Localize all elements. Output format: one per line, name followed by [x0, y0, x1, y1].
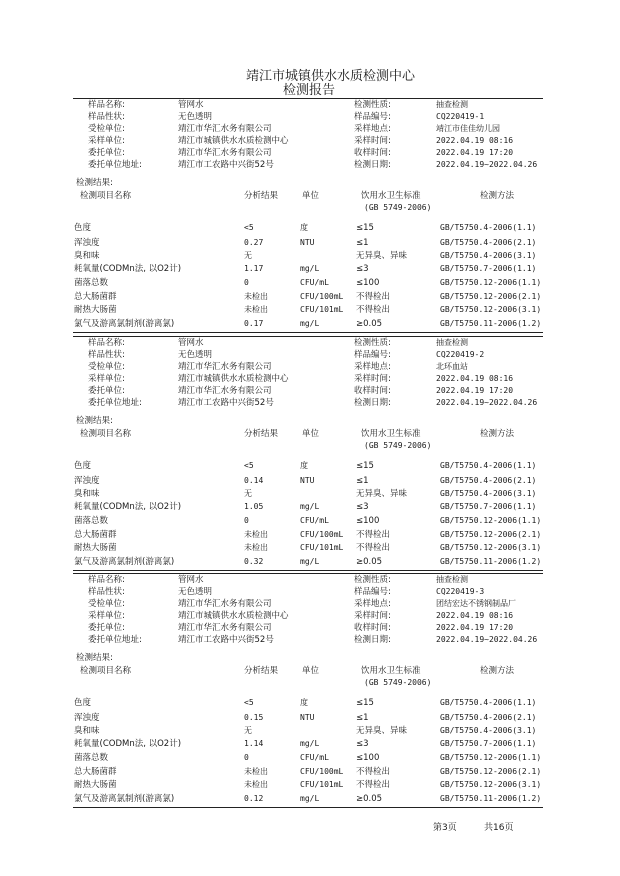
meta-label-sampling-unit: 采样单位:: [88, 136, 125, 146]
section-top-rule: [73, 98, 543, 99]
cell-unit: CFU/100mL: [300, 767, 344, 776]
cell-standard: 不得检出: [356, 780, 391, 790]
cell-item: 耗氧量(CODMn法, 以O2计): [74, 264, 182, 274]
cell-standard: ≤1: [356, 713, 369, 723]
cell-standard: 无异臭、异味: [356, 251, 408, 261]
report-title: 检测报告: [283, 83, 336, 98]
cell-method: GB/T5750.7-2006(1.1): [440, 739, 537, 748]
meta-label-sample-no: 样品编号:: [354, 112, 391, 122]
cell-method: GB/T5750.11-2006(1.2): [440, 557, 542, 566]
cell-item: 色度: [74, 223, 92, 233]
meta-value-test-nature: 抽查检测: [436, 100, 468, 109]
meta-label-sample-no: 样品编号:: [354, 587, 391, 597]
cell-standard: ≥0.05: [356, 319, 383, 329]
cell-result: 0.15: [244, 713, 264, 722]
cell-unit: mg/L: [300, 557, 320, 566]
cell-result: 0: [244, 278, 249, 287]
cell-result: 未检出: [244, 530, 268, 539]
cell-unit: mg/L: [300, 739, 320, 748]
cell-unit: CFU/100mL: [300, 530, 344, 539]
meta-value-receipt-time: 2022.04.19 17:20: [436, 148, 514, 157]
cell-standard: ≤100: [356, 278, 380, 288]
cell-unit: mg/L: [300, 794, 320, 803]
meta-value-entrusted-unit: 靖江市华汇水务有限公司: [178, 599, 272, 609]
meta-value-client: 靖江市华汇水务有限公司: [178, 386, 272, 396]
meta-value-appearance: 无色透明: [178, 350, 213, 360]
meta-label-sampling-unit: 采样单位:: [88, 374, 125, 384]
meta-label-entrusted-unit: 受检单位:: [88, 599, 125, 609]
cell-method: GB/T5750.12-2006(1.1): [440, 278, 542, 287]
meta-label-client-address: 委托单位地址:: [88, 635, 142, 645]
meta-label-sample-no: 样品编号:: [354, 350, 391, 360]
meta-value-sampling-time: 2022.04.19 08:16: [436, 136, 514, 145]
cell-unit: CFU/101mL: [300, 305, 344, 314]
cell-result: 1.05: [244, 502, 264, 511]
meta-value-receipt-time: 2022.04.19 17:20: [436, 623, 514, 632]
meta-value-client: 靖江市华汇水务有限公司: [178, 148, 272, 158]
col-header-unit: 单位: [302, 191, 320, 201]
section-top-rule: [73, 336, 543, 337]
cell-method: GB/T5750.4-2006(3.1): [440, 489, 537, 498]
meta-label-test-date: 检测日期:: [354, 635, 391, 645]
meta-label-receipt-time: 收样时间:: [354, 386, 391, 396]
meta-label-client: 委托单位:: [88, 148, 125, 158]
cell-item: 浑浊度: [74, 713, 100, 723]
meta-label-test-nature: 检测性质:: [354, 575, 391, 585]
cell-item: 色度: [74, 698, 92, 708]
cell-item: 浑浊度: [74, 476, 100, 486]
cell-standard: 无异臭、异味: [356, 489, 408, 499]
cell-result: 未检出: [244, 543, 268, 552]
results-heading: 检测结果:: [76, 653, 113, 663]
meta-value-sampling-site: 团结宏达不锈钢制品厂: [436, 599, 516, 608]
col-header-unit: 单位: [302, 429, 320, 439]
meta-label-test-date: 检测日期:: [354, 160, 391, 170]
cell-standard: 不得检出: [356, 767, 391, 777]
section-top-rule: [73, 573, 543, 574]
cell-standard: ≥0.05: [356, 557, 383, 567]
cell-item: 氯气及游离氯制剂(游离氯): [74, 557, 175, 567]
meta-value-test-date: 2022.04.19~2022.04.26: [436, 398, 538, 407]
meta-label-sampling-time: 采样时间:: [354, 611, 391, 621]
cell-method: GB/T5750.7-2006(1.1): [440, 264, 537, 273]
cell-standard: ≤3: [356, 739, 369, 749]
cell-result: 未检出: [244, 780, 268, 789]
cell-standard: 无异臭、异味: [356, 726, 408, 736]
meta-value-receipt-time: 2022.04.19 17:20: [436, 386, 514, 395]
cell-result: 未检出: [244, 305, 268, 314]
cell-method: GB/T5750.4-2006(1.1): [440, 461, 537, 470]
cell-item: 臭和味: [74, 489, 100, 499]
meta-label-receipt-time: 收样时间:: [354, 623, 391, 633]
cell-unit: CFU/mL: [300, 516, 329, 525]
cell-standard: 不得检出: [356, 305, 391, 315]
section-bottom-rule: [73, 807, 543, 808]
meta-value-entrusted-unit: 靖江市华汇水务有限公司: [178, 362, 272, 372]
cell-unit: CFU/100mL: [300, 292, 344, 301]
cell-item: 耐热大肠菌: [74, 780, 117, 790]
cell-unit: mg/L: [300, 502, 320, 511]
page-total: 共16页: [484, 823, 514, 833]
cell-result: 0.17: [244, 319, 264, 328]
meta-value-client-address: 靖江市工农路中兴街52号: [178, 160, 274, 170]
cell-standard: ≤15: [356, 223, 374, 233]
cell-item: 耐热大肠菌: [74, 543, 117, 553]
meta-label-test-date: 检测日期:: [354, 398, 391, 408]
meta-label-client-address: 委托单位地址:: [88, 398, 142, 408]
col-header-item: 检测项目名称: [80, 429, 132, 439]
meta-label-receipt-time: 收样时间:: [354, 148, 391, 158]
cell-standard: 不得检出: [356, 543, 391, 553]
cell-unit: mg/L: [300, 319, 320, 328]
col-header-method: 检测方法: [480, 666, 515, 676]
cell-result: 未检出: [244, 767, 268, 776]
cell-result: 0.27: [244, 238, 264, 247]
cell-method: GB/T5750.12-2006(3.1): [440, 543, 542, 552]
meta-label-entrusted-unit: 受检单位:: [88, 124, 125, 134]
cell-result: 1.17: [244, 264, 264, 273]
meta-value-entrusted-unit: 靖江市华汇水务有限公司: [178, 124, 272, 134]
cell-result: 无: [244, 489, 252, 498]
cell-item: 耐热大肠菌: [74, 305, 117, 315]
cell-item: 菌落总数: [74, 753, 109, 763]
cell-item: 总大肠菌群: [74, 767, 117, 777]
cell-item: 耗氧量(CODMn法, 以O2计): [74, 502, 182, 512]
cell-item: 总大肠菌群: [74, 530, 117, 540]
cell-item: 耗氧量(CODMn法, 以O2计): [74, 739, 182, 749]
cell-method: GB/T5750.12-2006(2.1): [440, 767, 542, 776]
cell-method: GB/T5750.4-2006(2.1): [440, 476, 537, 485]
cell-result: 0: [244, 753, 249, 762]
cell-method: GB/T5750.12-2006(3.1): [440, 305, 542, 314]
col-header-standard-code: (GB 5749-2006): [364, 203, 432, 212]
cell-item: 臭和味: [74, 251, 100, 261]
cell-unit: CFU/mL: [300, 753, 329, 762]
meta-value-appearance: 无色透明: [178, 587, 213, 597]
cell-unit: CFU/101mL: [300, 780, 344, 789]
meta-value-sampling-unit: 靖江市城镇供水水质检测中心: [178, 136, 289, 146]
meta-value-sample-no: CQ220419-3: [436, 587, 485, 596]
cell-standard: ≤15: [356, 461, 374, 471]
meta-label-sample-name: 样品名称:: [88, 575, 125, 585]
meta-label-sample-name: 样品名称:: [88, 338, 125, 348]
meta-label-sampling-site: 采样地点:: [354, 599, 391, 609]
col-header-result: 分析结果: [244, 191, 279, 201]
meta-label-sample-name: 样品名称:: [88, 100, 125, 110]
results-heading: 检测结果:: [76, 178, 113, 188]
meta-label-sample-appearance: 样品性状:: [88, 587, 125, 597]
cell-result: <5: [244, 698, 254, 707]
cell-unit: 度: [300, 698, 308, 707]
meta-value-sampling-unit: 靖江市城镇供水水质检测中心: [178, 374, 289, 384]
cell-result: 0.32: [244, 557, 264, 566]
meta-label-sample-appearance: 样品性状:: [88, 112, 125, 122]
cell-item: 菌落总数: [74, 516, 109, 526]
col-header-standard: 饮用水卫生标准: [361, 429, 421, 439]
col-header-item: 检测项目名称: [80, 191, 132, 201]
cell-result: 无: [244, 251, 252, 260]
cell-result: 1.14: [244, 739, 264, 748]
cell-standard: ≤1: [356, 476, 369, 486]
meta-value-sample-no: CQ220419-1: [436, 112, 485, 121]
cell-item: 浑浊度: [74, 238, 100, 248]
cell-method: GB/T5750.4-2006(1.1): [440, 223, 537, 232]
cell-standard: ≤3: [356, 264, 369, 274]
cell-method: GB/T5750.12-2006(3.1): [440, 780, 542, 789]
org-title: 靖江市城镇供水水质检测中心: [246, 69, 416, 84]
meta-label-sampling-site: 采样地点:: [354, 124, 391, 134]
cell-unit: NTU: [300, 713, 315, 722]
col-header-standard-code: (GB 5749-2006): [364, 678, 432, 687]
meta-value-sample-name: 管网水: [178, 575, 204, 585]
cell-standard: ≤15: [356, 698, 374, 708]
meta-label-sampling-unit: 采样单位:: [88, 611, 125, 621]
cell-method: GB/T5750.4-2006(2.1): [440, 713, 537, 722]
cell-unit: CFU/101mL: [300, 543, 344, 552]
meta-label-test-nature: 检测性质:: [354, 338, 391, 348]
cell-item: 色度: [74, 461, 92, 471]
cell-method: GB/T5750.12-2006(1.1): [440, 516, 542, 525]
cell-unit: mg/L: [300, 264, 320, 273]
meta-value-test-date: 2022.04.19~2022.04.26: [436, 635, 538, 644]
meta-value-client: 靖江市华汇水务有限公司: [178, 623, 272, 633]
col-header-unit: 单位: [302, 666, 320, 676]
cell-standard: 不得检出: [356, 530, 391, 540]
meta-value-test-nature: 抽查检测: [436, 338, 468, 347]
meta-value-sampling-site: 北环血站: [436, 362, 468, 371]
cell-item: 菌落总数: [74, 278, 109, 288]
cell-result: 无: [244, 726, 252, 735]
meta-label-entrusted-unit: 受检单位:: [88, 362, 125, 372]
meta-value-sample-no: CQ220419-2: [436, 350, 485, 359]
meta-label-sampling-time: 采样时间:: [354, 136, 391, 146]
cell-result: 未检出: [244, 292, 268, 301]
meta-value-client-address: 靖江市工农路中兴街52号: [178, 398, 274, 408]
meta-label-client: 委托单位:: [88, 623, 125, 633]
cell-item: 氯气及游离氯制剂(游离氯): [74, 319, 175, 329]
cell-method: GB/T5750.4-2006(3.1): [440, 726, 537, 735]
col-header-result: 分析结果: [244, 429, 279, 439]
meta-label-client-address: 委托单位地址:: [88, 160, 142, 170]
col-header-standard: 饮用水卫生标准: [361, 666, 421, 676]
cell-method: GB/T5750.4-2006(2.1): [440, 238, 537, 247]
cell-item: 总大肠菌群: [74, 292, 117, 302]
cell-method: GB/T5750.11-2006(1.2): [440, 794, 542, 803]
section-bottom-rule: [73, 570, 543, 571]
cell-result: <5: [244, 461, 254, 470]
meta-value-test-date: 2022.04.19~2022.04.26: [436, 160, 538, 169]
meta-value-sampling-unit: 靖江市城镇供水水质检测中心: [178, 611, 289, 621]
cell-method: GB/T5750.12-2006(2.1): [440, 530, 542, 539]
col-header-result: 分析结果: [244, 666, 279, 676]
meta-label-sampling-site: 采样地点:: [354, 362, 391, 372]
col-header-standard: 饮用水卫生标准: [361, 191, 421, 201]
col-header-item: 检测项目名称: [80, 666, 132, 676]
page-number: 第3页: [433, 823, 457, 833]
cell-standard: ≤100: [356, 753, 380, 763]
cell-standard: ≤3: [356, 502, 369, 512]
cell-method: GB/T5750.12-2006(1.1): [440, 753, 542, 762]
cell-item: 氯气及游离氯制剂(游离氯): [74, 794, 175, 804]
cell-method: GB/T5750.11-2006(1.2): [440, 319, 542, 328]
col-header-method: 检测方法: [480, 191, 515, 201]
cell-result: 0.12: [244, 794, 264, 803]
cell-method: GB/T5750.4-2006(3.1): [440, 251, 537, 260]
results-heading: 检测结果:: [76, 416, 113, 426]
meta-value-sample-name: 管网水: [178, 338, 204, 348]
meta-value-client-address: 靖江市工农路中兴街52号: [178, 635, 274, 645]
meta-value-appearance: 无色透明: [178, 112, 213, 122]
cell-unit: NTU: [300, 476, 315, 485]
cell-result: 0.14: [244, 476, 264, 485]
cell-unit: NTU: [300, 238, 315, 247]
section-bottom-rule: [73, 332, 543, 333]
cell-item: 臭和味: [74, 726, 100, 736]
col-header-standard-code: (GB 5749-2006): [364, 441, 432, 450]
meta-value-test-nature: 抽查检测: [436, 575, 468, 584]
meta-value-sample-name: 管网水: [178, 100, 204, 110]
cell-standard: ≥0.05: [356, 794, 383, 804]
meta-label-client: 委托单位:: [88, 386, 125, 396]
col-header-method: 检测方法: [480, 429, 515, 439]
cell-unit: 度: [300, 461, 308, 470]
cell-standard: 不得检出: [356, 292, 391, 302]
cell-method: GB/T5750.4-2006(1.1): [440, 698, 537, 707]
cell-unit: 度: [300, 223, 308, 232]
meta-label-sampling-time: 采样时间:: [354, 374, 391, 384]
cell-standard: ≤1: [356, 238, 369, 248]
cell-standard: ≤100: [356, 516, 380, 526]
cell-result: 0: [244, 516, 249, 525]
cell-method: GB/T5750.12-2006(2.1): [440, 292, 542, 301]
cell-method: GB/T5750.7-2006(1.1): [440, 502, 537, 511]
meta-label-test-nature: 检测性质:: [354, 100, 391, 110]
meta-label-sample-appearance: 样品性状:: [88, 350, 125, 360]
cell-unit: CFU/mL: [300, 278, 329, 287]
cell-result: <5: [244, 223, 254, 232]
meta-value-sampling-time: 2022.04.19 08:16: [436, 374, 514, 383]
meta-value-sampling-site: 靖江市佳佳幼儿园: [436, 124, 500, 133]
meta-value-sampling-time: 2022.04.19 08:16: [436, 611, 514, 620]
